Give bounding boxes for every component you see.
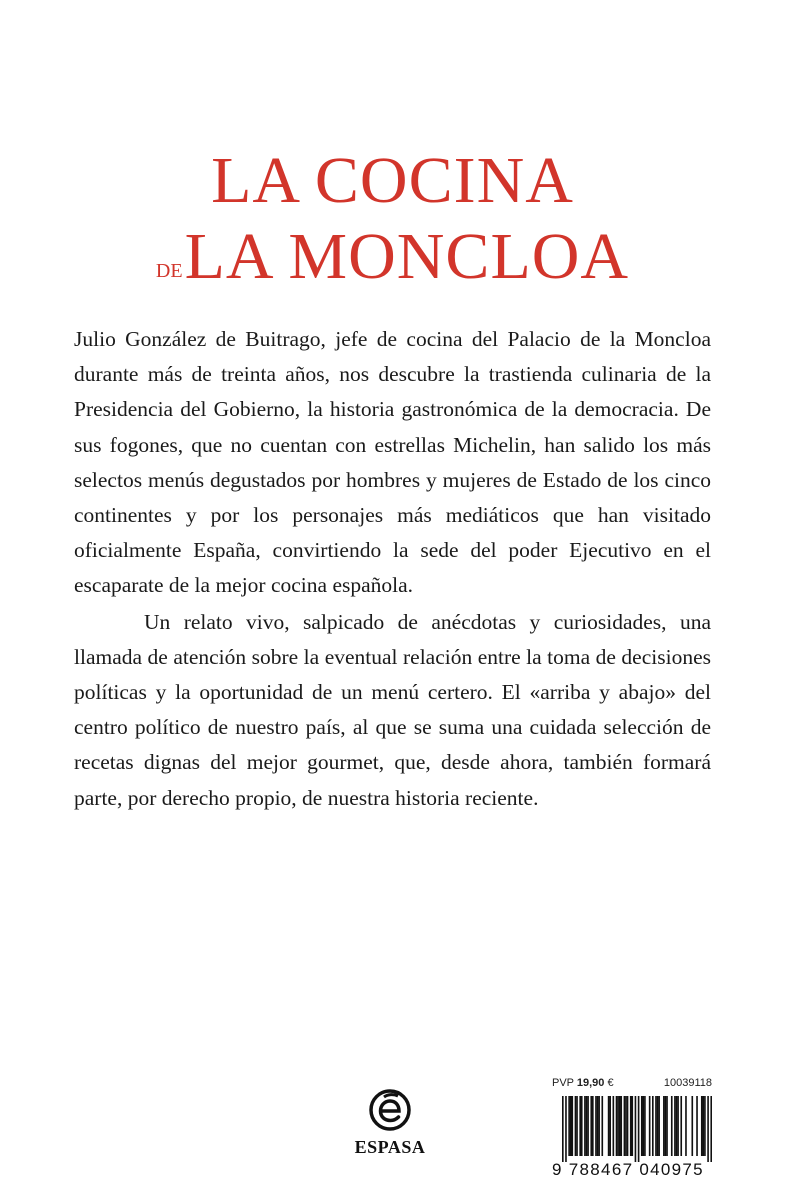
price-currency: € <box>607 1077 614 1089</box>
barcode-bar <box>609 1096 611 1156</box>
barcode-bar <box>641 1096 643 1156</box>
barcode-area <box>552 1076 712 1179</box>
barcode-bar <box>597 1096 599 1156</box>
isbn-number <box>552 1161 712 1178</box>
barcode-bar <box>575 1096 577 1156</box>
barcode-bar <box>676 1096 678 1156</box>
price-value: 19,90 <box>576 1077 605 1089</box>
barcode-bar <box>696 1096 698 1156</box>
barcode-bar <box>587 1096 589 1156</box>
barcode-bar <box>581 1096 583 1156</box>
barcode-bar <box>625 1096 627 1156</box>
barcode-bar <box>635 1096 637 1162</box>
title-moncloa: LA MONCLOA <box>184 220 630 293</box>
isbn-group-2: 040975 <box>639 1160 704 1179</box>
price-label <box>552 1076 614 1090</box>
back-cover-description <box>74 322 711 816</box>
barcode-bar <box>608 1096 610 1156</box>
barcode-bar <box>568 1096 570 1156</box>
barcode-bar <box>658 1096 660 1156</box>
barcode-bar <box>617 1096 619 1156</box>
barcode-bar <box>649 1096 651 1156</box>
barcode-bar <box>707 1096 709 1162</box>
title-de: DE <box>155 260 183 282</box>
barcode-bar <box>665 1096 667 1156</box>
barcode-bar <box>655 1096 657 1156</box>
barcode-bar <box>677 1096 679 1156</box>
barcode-bar <box>592 1096 594 1156</box>
barcode-bars <box>552 1096 712 1162</box>
barcode-bar <box>590 1096 592 1156</box>
price-row <box>552 1076 712 1090</box>
barcode-bar <box>671 1096 673 1156</box>
barcode-bar <box>576 1096 578 1156</box>
product-code: 10039118 <box>663 1077 712 1089</box>
barcode-bar <box>666 1096 668 1156</box>
barcode-bar <box>710 1096 712 1162</box>
barcode-bar <box>657 1096 659 1156</box>
barcode-bar <box>704 1096 706 1156</box>
description-paragraph-1: Julio González de Buitrago, jefe de cocina del Palacio de la Moncloa durante más de treinta años, nos descubre la trastienda culinaria de la Presidencia del Gobierno, la historia gastronómica de la democracia. De sus fogones, que no cuentan con estrellas Michelin, han salido los más selectos menús degustados por hombres y mujeres de Estado de los cinco continentes y por los personajes más mediáticos que han visitado oficialmente España, convirtiendo la sede del poder Ejecutivo en el escaparate de la mejor cocina española. <box>74 327 711 598</box>
barcode-bar <box>584 1096 586 1156</box>
barcode-bar <box>601 1096 603 1156</box>
barcode-bar <box>579 1096 581 1156</box>
barcode-bar <box>680 1096 682 1156</box>
barcode-bar <box>652 1096 654 1156</box>
title-line-2 <box>0 222 785 306</box>
barcode-bar <box>663 1096 665 1156</box>
barcode-bar <box>613 1096 615 1156</box>
barcode-bar <box>616 1096 618 1156</box>
barcode-bar <box>627 1096 629 1156</box>
barcode-bar <box>571 1096 573 1156</box>
barcode-bar <box>630 1096 632 1156</box>
barcode-bar <box>570 1096 572 1156</box>
isbn-first-digit: 9 <box>552 1160 563 1179</box>
barcode-bar <box>644 1096 646 1156</box>
barcode-bar <box>620 1096 622 1156</box>
barcode-bar <box>586 1096 588 1156</box>
barcode-bar <box>643 1096 645 1156</box>
espasa-e-logo-icon <box>368 1088 412 1132</box>
barcode-bar <box>638 1096 640 1162</box>
barcode-bar <box>685 1096 687 1156</box>
pvp-label: PVP <box>552 1077 574 1089</box>
barcode-bar <box>631 1096 633 1156</box>
publisher-logo <box>340 1088 440 1158</box>
barcode-bar <box>562 1096 564 1162</box>
barcode-bar <box>703 1096 705 1156</box>
description-paragraph-2: Un relato vivo, salpicado de anécdotas y curiosidades, una llamada de atención sobre la eventual relación entre la toma de decisiones políticas y la oportunidad de un menú certero. El «arriba y abajo» del centro político de nuestro país, al que se suma una cuidada selección de recetas dignas del mejor gourmet, que, desde ahora, también formará parte, por derecho propio, de nuestra historia reciente. <box>74 609 711 810</box>
barcode-bar <box>598 1096 600 1156</box>
barcode-bar <box>619 1096 621 1156</box>
title-line-1: LA COCINA <box>211 144 574 217</box>
isbn-group-1: 788467 <box>568 1160 634 1179</box>
barcode-bar <box>595 1096 597 1156</box>
barcode-bar <box>624 1096 626 1156</box>
barcode-bar <box>674 1096 676 1156</box>
barcode-bar <box>701 1096 703 1156</box>
barcode-bar <box>691 1096 693 1156</box>
barcode-bar <box>565 1096 567 1162</box>
publisher-name: ESPASA <box>354 1137 426 1157</box>
